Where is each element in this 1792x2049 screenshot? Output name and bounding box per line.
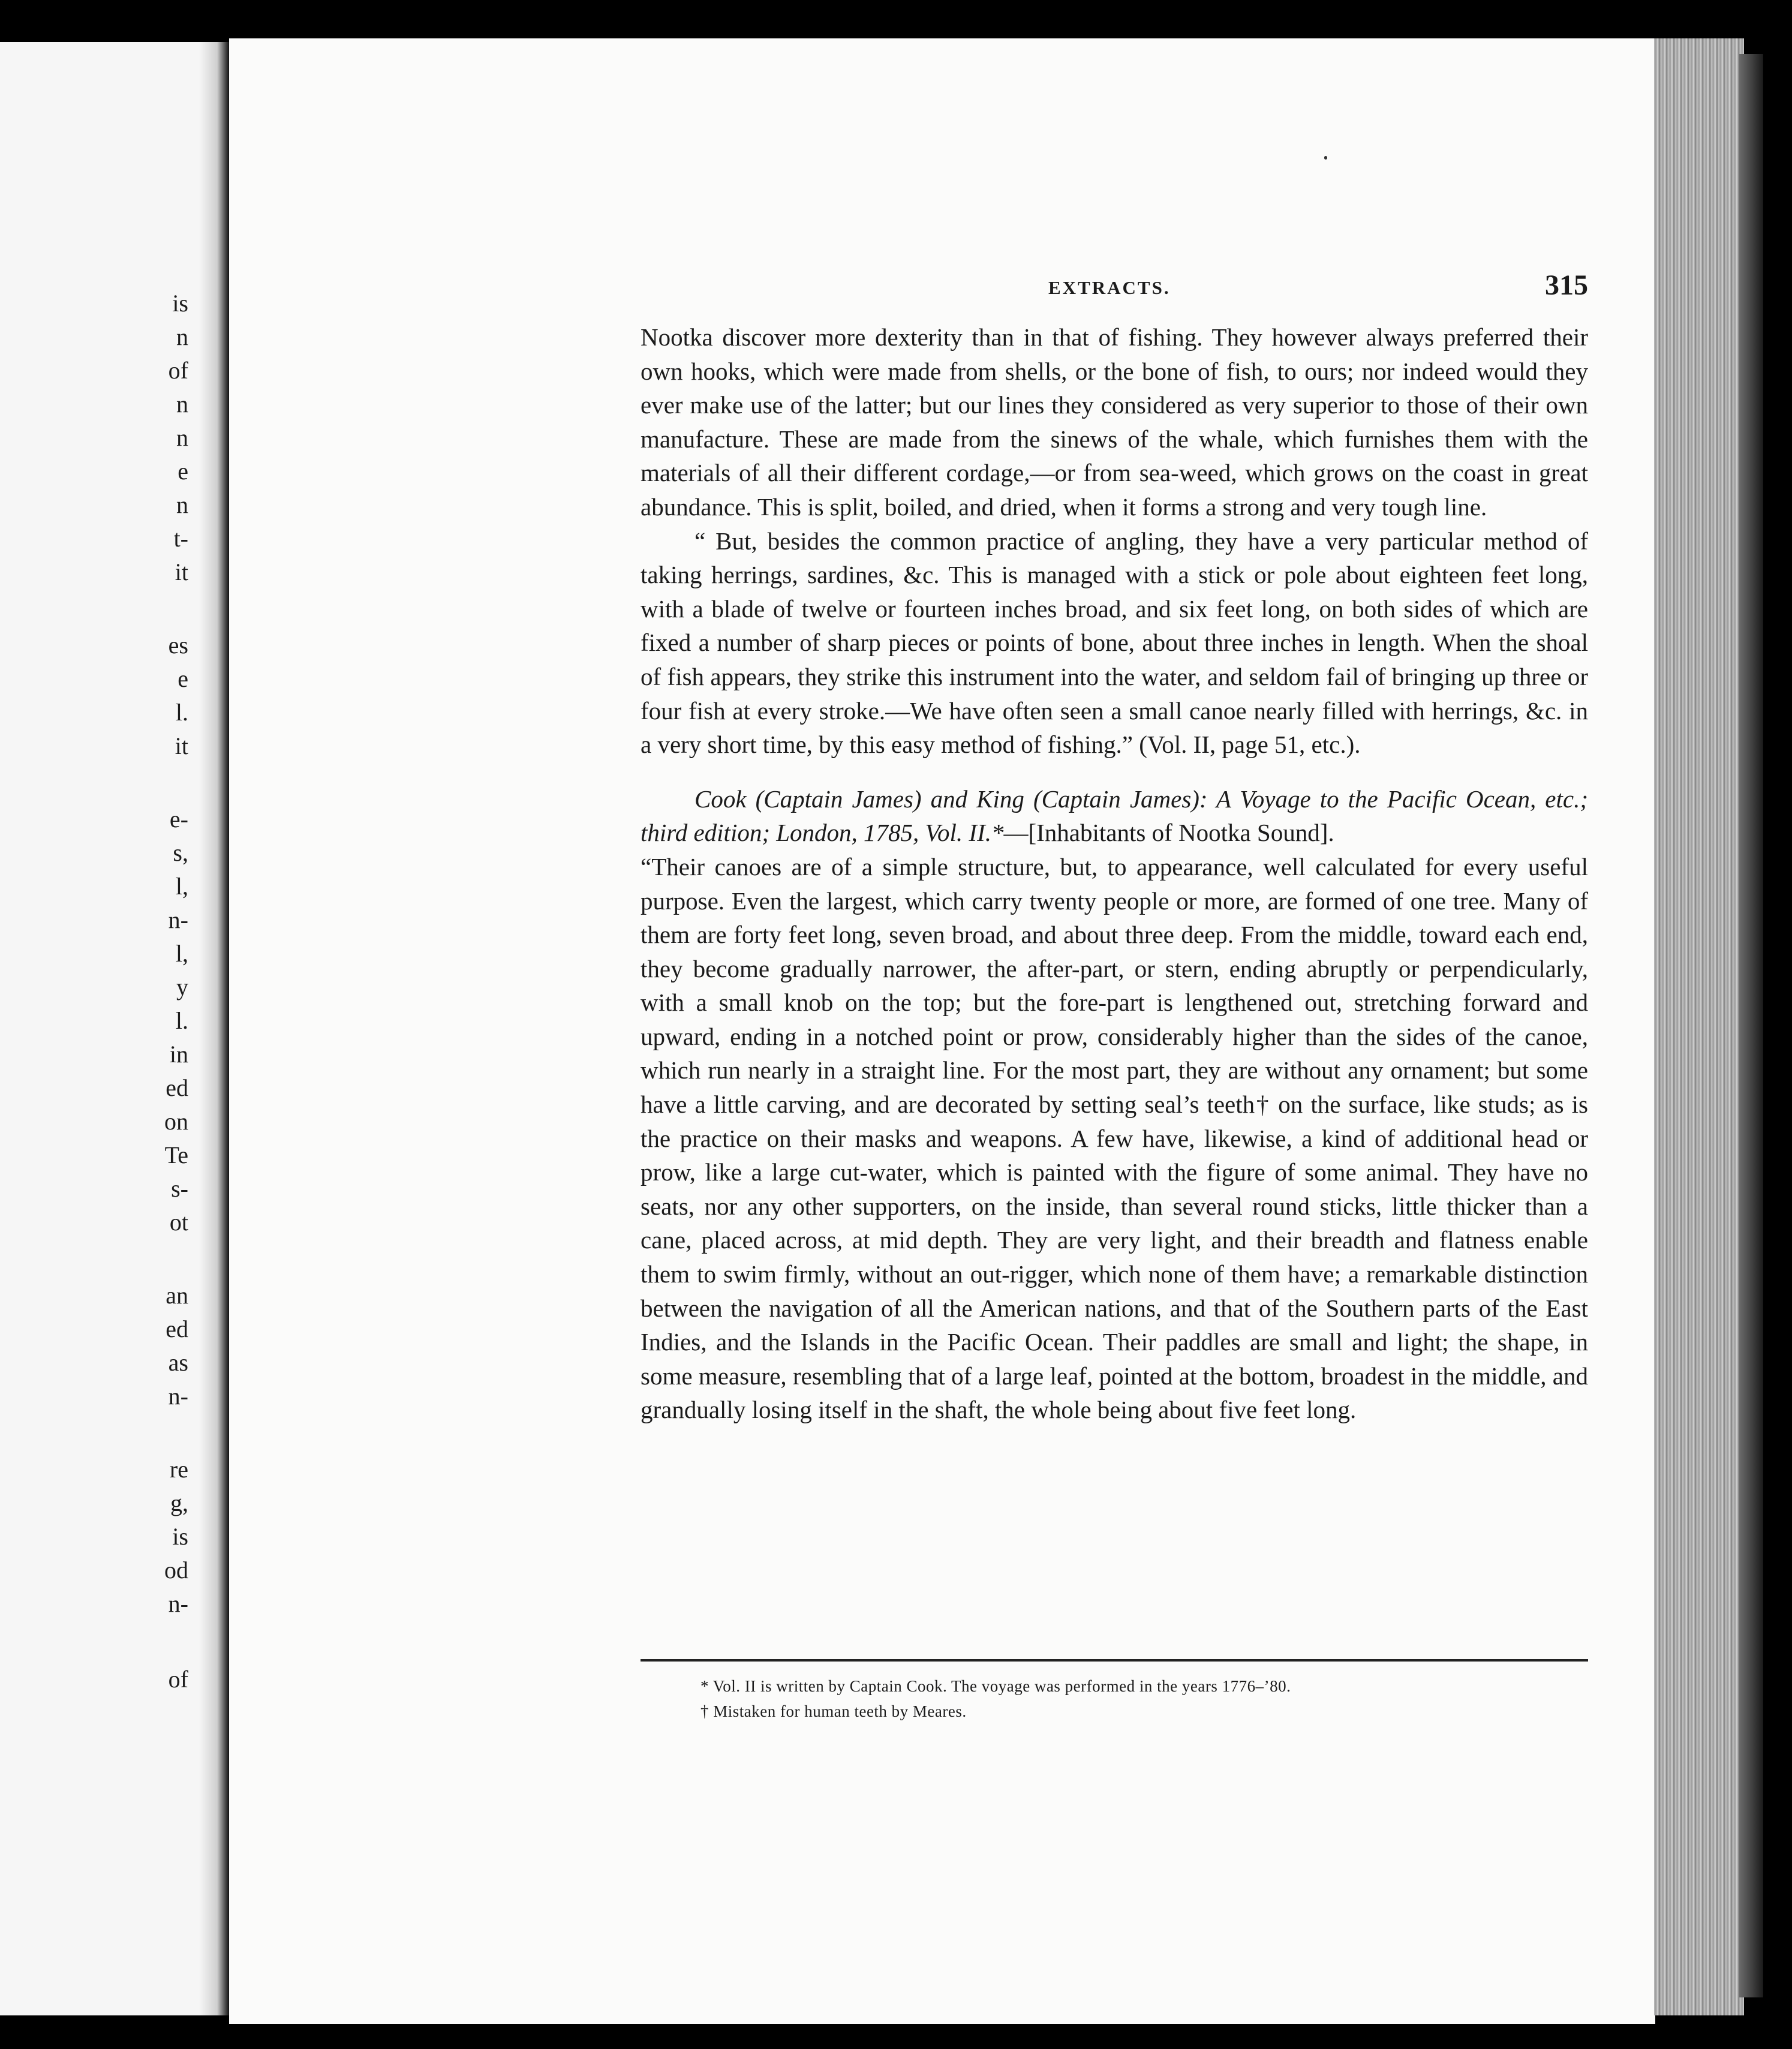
paper-speck [1324, 156, 1327, 160]
left-fragment: e [178, 458, 188, 485]
body-text [641, 320, 1588, 1427]
left-fragment: n- [168, 906, 188, 933]
left-fragment: is [172, 290, 188, 317]
citation-title: Cook (Captain James) and King (Captain James): A Voyage to the Pacific Ocean, etc.; third edition; London, 1785, Vol. II.* [641, 785, 1588, 847]
left-fragment: in [169, 1041, 188, 1068]
page-right [229, 38, 1655, 2024]
left-fragment: l. [175, 1007, 188, 1034]
left-fragment: l. [175, 699, 188, 726]
facing-page-left [0, 42, 211, 2015]
book-edge-shadow [1739, 54, 1763, 1997]
quoted-paragraph: “Their canoes are of a simple structure, but, to appearance, well calculated for every useful purpose. Even the largest, which carry twenty people or more, are formed of one tree. Many of them are forty feet long, seven broad, and about three deep. From the middle, toward each end, they become gradually narrower, the after-part, or stern, ending abruptly or perpendicularly, with a small knob on the top; but the fore-part is lengthened out, stretching forward and upward, ending in a notched point or prow, considerably higher than the sides of the canoe, which run nearly in a straight line. For the most part, they are without any ornament; but some have a little carving, and are decorated by setting seal’s teeth† on the surface, like studs; as is the practice on their masks and weapons. A few have, likewise, a kind of additional head or prow, like a large cut-water, which is painted with the figure of some animal. They have no seats, nor any other supporters, on the inside, than several round sticks, little thicker than a cane, placed across, at mid depth. They are very light, and their breadth and flatness enable them to swim firmly, without an out-rigger, which none of them have; a remarkable distinction between the navigation of all the American nations, and that of the Southern parts of the East Indies, and the Islands in the Pacific Ocean. Their paddles are small and light; the shape, in some measure, resembling that of a large leaf, pointed at the bottom, broadest in the middle, and grandually losing itself in the shaft, the whole being about five feet long. [641, 852, 1588, 1424]
footnote-rule [641, 1659, 1588, 1662]
left-fragment: Te [164, 1141, 188, 1168]
left-fragment: an [166, 1282, 188, 1309]
running-head: EXTRACTS. [1048, 277, 1171, 298]
left-fragment: is [172, 1523, 188, 1550]
left-fragment: n [176, 390, 188, 417]
paragraph: Nootka discover more dexterity than in that of fishing. They however always preferred their own hooks, which were made from shells, or the bone of fish, to ours; nor indeed would they ever make use of the latter; but our lines they considered as very superior to those of their own manufacture. These are made from the sinews of the whale, which furnishes them with the materials of all their different cordage,—or from sea-weed, which grows on the coast in great abundance. This is split, boiled, and dried, when it forms a strong and very tough line. [641, 323, 1588, 521]
facing-page-text-fragments [0, 42, 204, 2015]
left-fragment: e [178, 665, 188, 692]
left-fragment: g, [170, 1489, 188, 1516]
left-fragment: n [176, 424, 188, 451]
left-fragment: y [176, 974, 188, 1001]
page-number: 315 [1545, 269, 1588, 301]
left-fragment: t- [173, 525, 188, 552]
book-gutter [199, 42, 229, 2015]
left-fragment: es [168, 632, 188, 659]
left-fragment: ed [166, 1315, 188, 1342]
left-fragment: on [164, 1108, 188, 1135]
left-fragment: ed [166, 1074, 188, 1101]
left-fragment: n- [168, 1590, 188, 1617]
left-fragment: s- [171, 1175, 188, 1202]
left-fragment: of [168, 1666, 188, 1693]
left-fragment: of [168, 357, 188, 384]
left-fragment: s, [173, 839, 188, 866]
left-fragment: l, [175, 940, 188, 967]
footnotes [700, 1674, 1588, 1724]
left-fragment: l, [175, 873, 188, 900]
left-fragment: ot [169, 1209, 188, 1236]
paragraph: “ But, besides the common practice of angling, they have a very particular method of taking herrings, sardines, &c. This is managed with a stick or pole about eighteen feet long, with a blade of twelve or fourteen inches broad, and six feet long, on both sides of which are fixed a number of sharp pieces or points of bone, about three inches in length. When the shoal of fish appears, they strike this instrument into the water, and seldom fail of bringing up three or four fish at every stroke.—We have often seen a small canoe nearly filled with herrings, &c. in a very short time, by this easy method of fishing.” (Vol. II, page 51, etc.). [641, 527, 1588, 759]
left-fragment: n- [168, 1383, 188, 1410]
footnote: * Vol. II is written by Captain Cook. The voyage was performed in the years 1776–’80. [700, 1677, 1291, 1695]
footnote: † Mistaken for human teeth by Meares. [700, 1702, 967, 1720]
left-fragment: n [176, 491, 188, 518]
left-fragment: as [168, 1349, 188, 1376]
citation-subject: —[Inhabitants of Nootka Sound]. [1003, 819, 1334, 847]
page-stack-edges [1654, 38, 1744, 2015]
page-header [641, 269, 1588, 305]
left-fragment: e- [169, 806, 188, 833]
left-fragment: it [175, 732, 188, 759]
citation-paragraph [641, 782, 1588, 850]
left-fragment: n [176, 323, 188, 350]
left-fragment: od [164, 1557, 188, 1584]
left-fragment: re [169, 1456, 188, 1483]
left-fragment: it [175, 558, 188, 585]
